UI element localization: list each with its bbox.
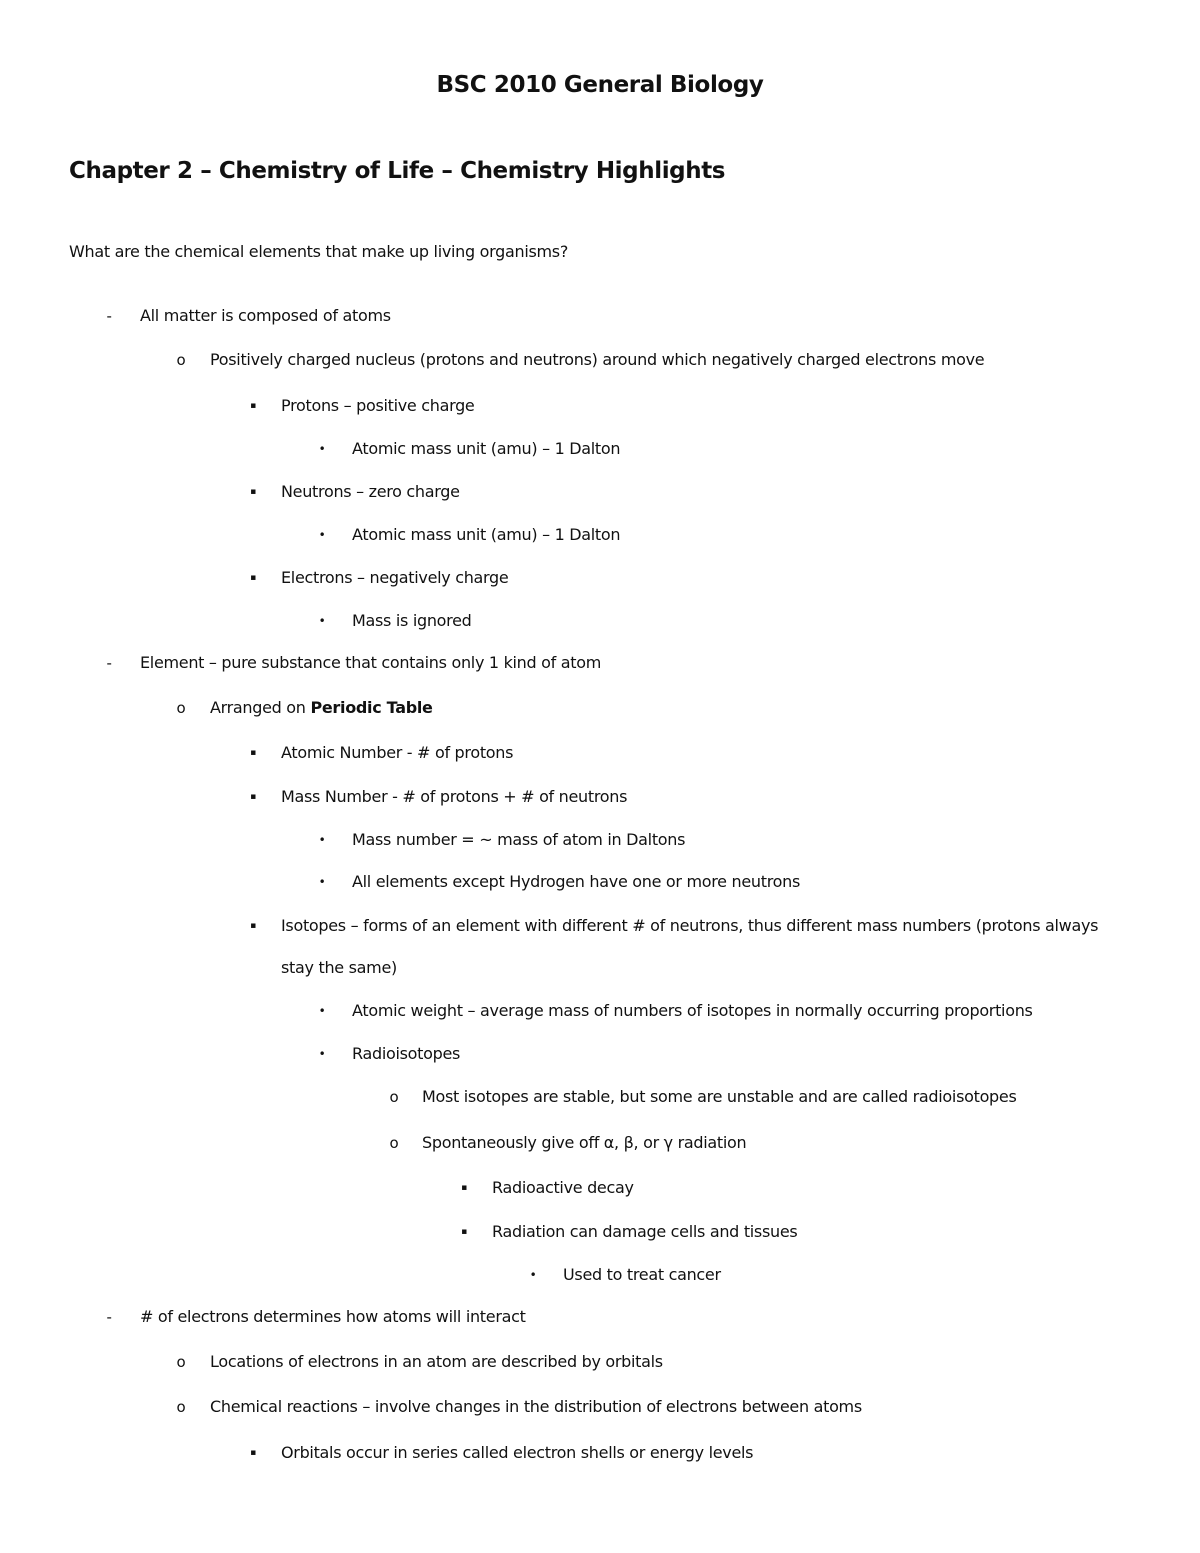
outline-item-text: Radiation can damage cells and tissues bbox=[492, 1222, 798, 1241]
outline-item-text: Orbitals occur in series called electron shells or energy levels bbox=[281, 1443, 754, 1462]
outline-item-text: Element – pure substance that contains only 1 kind of atom bbox=[140, 653, 602, 672]
circle-bullet: o bbox=[176, 1353, 186, 1371]
outline-item-text: Atomic mass unit (amu) – 1 Dalton bbox=[352, 439, 621, 458]
outline-item-text: Atomic mass unit (amu) – 1 Dalton bbox=[352, 525, 621, 544]
outline-item-text: All elements except Hydrogen have one or more neutrons bbox=[352, 872, 801, 891]
outline-item-text-prefix: Arranged on bbox=[210, 698, 311, 717]
chapter-heading: Chapter 2 – Chemistry of Life – Chemistry Highlights bbox=[69, 158, 726, 184]
outline-item-text: Mass Number - # of protons + # of neutrons bbox=[281, 787, 628, 806]
outline-item-text: # of electrons determines how atoms will interact bbox=[140, 1307, 526, 1326]
circle-bullet: o bbox=[176, 351, 186, 369]
square-bullet: ▪ bbox=[461, 1183, 467, 1193]
outline-item-text: Mass is ignored bbox=[352, 611, 472, 630]
outline-item-text: Spontaneously give off α, β, or γ radiation bbox=[422, 1133, 747, 1152]
intro-question: What are the chemical elements that make up living organisms? bbox=[69, 242, 569, 261]
dot-bullet: • bbox=[318, 614, 326, 628]
square-bullet: ▪ bbox=[250, 748, 256, 758]
dot-bullet: • bbox=[318, 528, 326, 542]
outline-item-text: Mass number = ~ mass of atom in Daltons bbox=[352, 830, 686, 849]
outline-item-text: Atomic Number - # of protons bbox=[281, 743, 514, 762]
dash-bullet: - bbox=[106, 654, 112, 672]
dot-bullet: • bbox=[318, 442, 326, 456]
dot-bullet: • bbox=[318, 875, 326, 889]
dash-bullet: - bbox=[106, 1308, 112, 1326]
periodic-table-term: Periodic Table bbox=[310, 698, 433, 717]
square-bullet: ▪ bbox=[250, 573, 256, 583]
outline-item-text bbox=[210, 687, 433, 729]
square-bullet: ▪ bbox=[250, 1448, 256, 1458]
square-bullet: ▪ bbox=[250, 792, 256, 802]
outline-item-text: Protons – positive charge bbox=[281, 396, 475, 415]
circle-bullet: o bbox=[389, 1088, 399, 1106]
outline-item-text: Chemical reactions – involve changes in the distribution of electrons between atoms bbox=[210, 1397, 862, 1416]
outline-item-text: Most isotopes are stable, but some are unstable and are called radioisotopes bbox=[422, 1087, 1017, 1106]
dash-bullet: - bbox=[106, 307, 112, 325]
circle-bullet: o bbox=[176, 1398, 186, 1416]
outline-item-text: Locations of electrons in an atom are described by orbitals bbox=[210, 1352, 663, 1371]
document-title: BSC 2010 General Biology bbox=[436, 72, 764, 98]
square-bullet: ▪ bbox=[250, 487, 256, 497]
outline-item-text: Electrons – negatively charge bbox=[281, 568, 509, 587]
outline-item-text: Atomic weight – average mass of numbers of isotopes in normally occurring proportions bbox=[352, 1001, 1033, 1020]
square-bullet: ▪ bbox=[250, 921, 256, 931]
circle-bullet: o bbox=[176, 699, 186, 717]
outline-item-text: Radioisotopes bbox=[352, 1044, 461, 1063]
outline-item-text: Positively charged nucleus (protons and neutrons) around which negatively charged electrons move bbox=[210, 350, 985, 369]
circle-bullet: o bbox=[389, 1134, 399, 1152]
outline-item-text: Radioactive decay bbox=[492, 1178, 634, 1197]
outline-item-text: All matter is composed of atoms bbox=[140, 306, 391, 325]
dot-bullet: • bbox=[529, 1268, 537, 1282]
square-bullet: ▪ bbox=[250, 401, 256, 411]
outline-item-text: Used to treat cancer bbox=[563, 1265, 721, 1284]
square-bullet: ▪ bbox=[461, 1227, 467, 1237]
dot-bullet: • bbox=[318, 1004, 326, 1018]
outline-item-text: Isotopes – forms of an element with different # of neutrons, thus different mass numbers (protons always stay the same) bbox=[281, 916, 1099, 977]
outline-item-text: Neutrons – zero charge bbox=[281, 482, 460, 501]
dot-bullet: • bbox=[318, 1047, 326, 1061]
dot-bullet: • bbox=[318, 833, 326, 847]
